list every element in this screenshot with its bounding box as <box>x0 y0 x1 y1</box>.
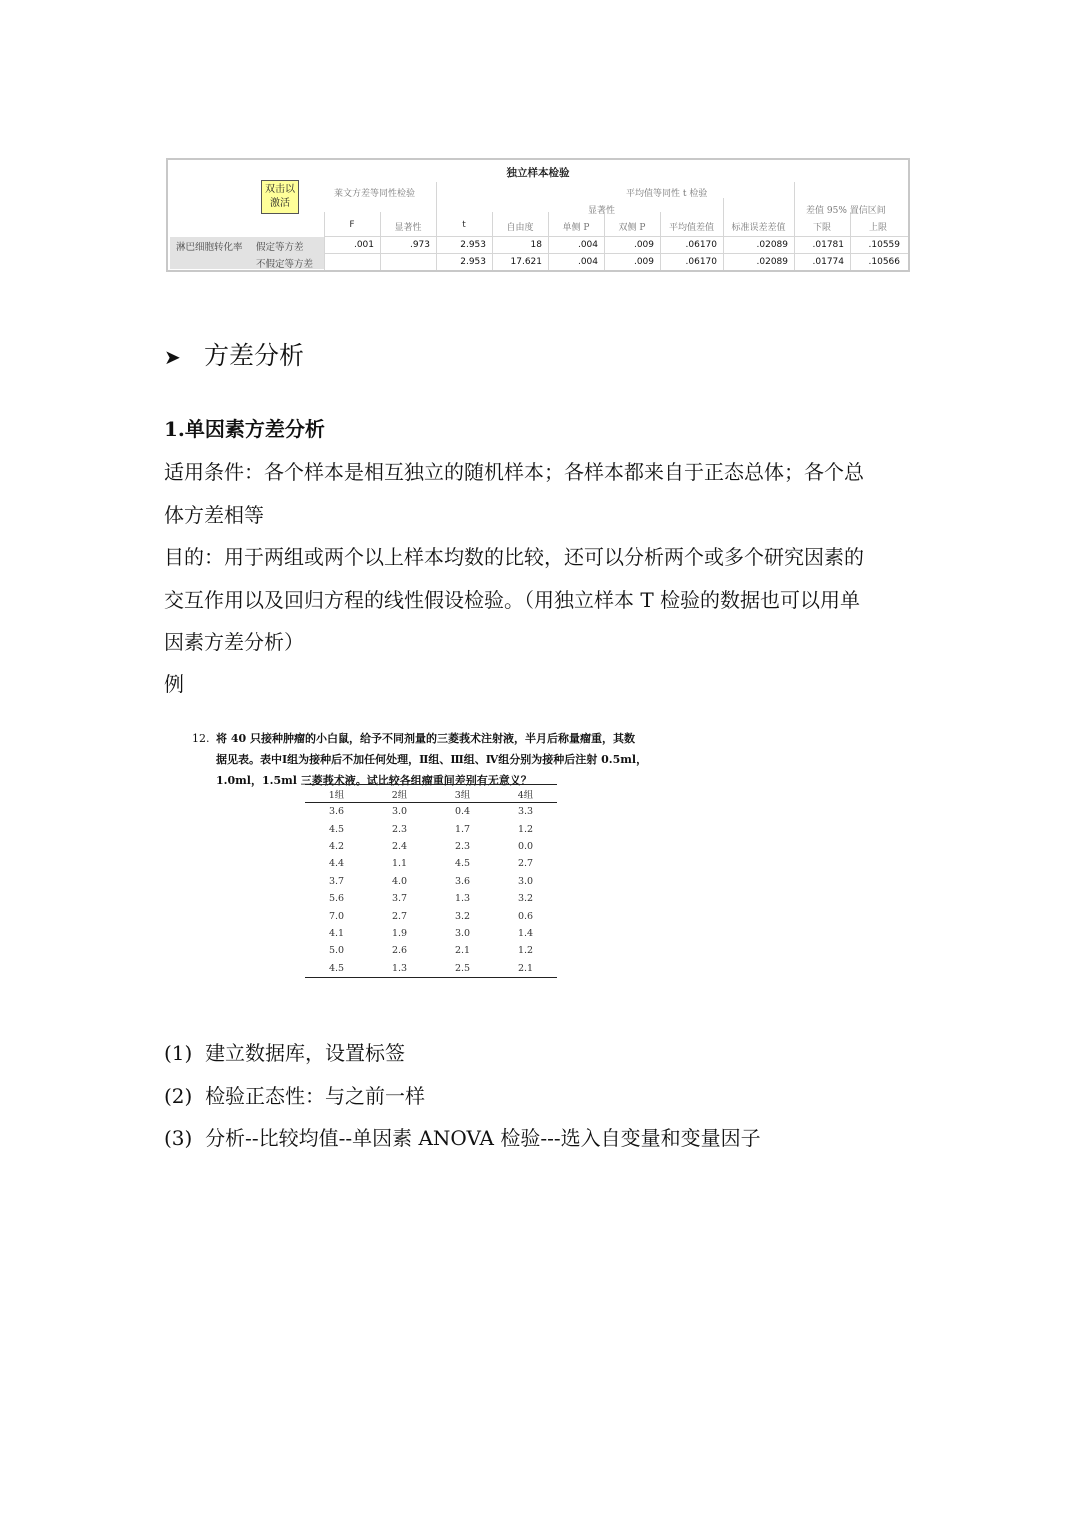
table-cell: 2.4 <box>391 840 408 852</box>
section-heading-text: 方差分析 <box>204 341 305 370</box>
activate-label-line1: 双击以 <box>265 184 295 195</box>
section-heading <box>164 336 304 372</box>
table-cell: 4.2 <box>328 840 345 852</box>
table-cell: 3.7 <box>328 875 345 887</box>
table-cell: 3.7 <box>391 893 408 905</box>
activate-button[interactable] <box>261 180 299 214</box>
table-cell: .009 <box>633 257 654 267</box>
table-cell: 2.3 <box>391 823 408 835</box>
spss-table-title: 独立样本检验 <box>506 167 570 179</box>
step-1 <box>164 1032 405 1075</box>
col-header-df: 自由度 <box>506 223 534 233</box>
table-cell: 1.3 <box>391 962 408 974</box>
ci-header: 差值 95% 置信区间 <box>806 206 886 216</box>
table-cell: .02089 <box>756 240 788 250</box>
spss-output-table <box>166 158 910 272</box>
table-cell: .004 <box>577 257 598 267</box>
table-row <box>305 855 557 872</box>
table-cell: 1.7 <box>454 823 471 835</box>
step-number: (2) <box>164 1084 193 1108</box>
col-header-f: F <box>349 220 355 230</box>
table-cell: 1.2 <box>517 823 534 835</box>
step-number: (1) <box>164 1041 193 1065</box>
col-header-group3: 3组 <box>431 785 494 803</box>
step-3 <box>164 1117 761 1160</box>
table-cell: .01774 <box>812 257 844 267</box>
col-header-upper: 上限 <box>868 223 887 233</box>
purpose-line-3: 因素方差分析） <box>164 630 304 654</box>
example-line-2: 据见表。表中Ⅰ组为接种后不加任何处理，Ⅱ组、Ⅲ组、Ⅳ组分别为接种后注射 0.5ml， <box>216 753 648 766</box>
col-header-group2: 2组 <box>368 785 431 803</box>
table-row <box>305 838 557 855</box>
table-cell: 1.2 <box>517 945 534 957</box>
table-cell: .009 <box>633 240 654 250</box>
table-row <box>305 890 557 907</box>
table-cell: 4.5 <box>328 962 345 974</box>
table-cell: 2.3 <box>454 840 471 852</box>
table-cell: 5.6 <box>328 893 345 905</box>
table-cell: 2.7 <box>391 910 408 922</box>
example-line-3: 1.0ml，1.5ml 三菱莪术液。试比较各组瘤重间差别有无意义？ <box>216 774 532 787</box>
table-cell: 0.6 <box>517 910 534 922</box>
col-header-t: t <box>462 220 466 230</box>
conditions-line-2: 体方差相等 <box>164 503 264 527</box>
example-number: 12. <box>192 732 210 745</box>
table-cell: 2.1 <box>517 962 534 974</box>
table-cell: .02089 <box>756 257 788 267</box>
table-cell: .004 <box>577 240 598 250</box>
table-row <box>305 873 557 890</box>
ttest-header: 平均值等同性 t 检验 <box>626 189 708 199</box>
table-cell: 4.0 <box>391 875 408 887</box>
table-cell: .001 <box>353 240 374 250</box>
table-cell: 1.9 <box>391 927 408 939</box>
table-cell: 4.1 <box>328 927 345 939</box>
table-cell: 1.1 <box>391 858 408 870</box>
table-cell: .06170 <box>685 240 717 250</box>
example-data-table <box>305 784 557 978</box>
col-header-mean-diff: 平均值差值 <box>668 223 714 233</box>
table-row <box>305 960 557 978</box>
table-cell: 2.953 <box>460 257 486 267</box>
table-cell: 2.5 <box>454 962 471 974</box>
purpose-line-1: 目的：用于两组或两个以上样本均数的比较，还可以分析两个或多个研究因素的 <box>164 545 864 569</box>
table-cell: 4.5 <box>328 823 345 835</box>
step-text: 检验正态性：与之前一样 <box>205 1084 426 1108</box>
example-question <box>192 728 647 791</box>
table-cell: .06170 <box>685 257 717 267</box>
subsection-title: 1.单因素方差分析 <box>164 417 325 441</box>
table-cell: 17.621 <box>510 257 542 267</box>
table-cell: 4.5 <box>454 858 471 870</box>
row-label-unequal-var: 不假定等方差 <box>256 259 314 270</box>
activate-label-line2: 激活 <box>270 198 290 209</box>
table-row <box>305 925 557 942</box>
table-cell: 3.0 <box>391 806 408 818</box>
table-cell: .10566 <box>868 257 900 267</box>
example-line-1: 将 40 只接种肿瘤的小白鼠，给予不同剂量的三菱莪术注射液，半月后称量瘤重，其数 <box>216 732 635 745</box>
table-cell: .973 <box>409 240 430 250</box>
col-header-group1: 1组 <box>305 785 368 803</box>
variable-label: 淋巴细胞转化率 <box>176 242 243 253</box>
table-cell: 2.6 <box>391 945 408 957</box>
table-row <box>305 820 557 837</box>
table-cell: 3.2 <box>517 893 534 905</box>
levene-test-header: 莱文方差等同性检验 <box>334 189 416 199</box>
table-cell: 3.2 <box>454 910 471 922</box>
col-header-sig: 显著性 <box>394 223 422 233</box>
table-cell: 2.953 <box>460 240 486 250</box>
table-row <box>305 907 557 924</box>
row-label-equal-var: 假定等方差 <box>256 242 304 253</box>
table-cell: 3.6 <box>328 806 345 818</box>
step-text: 分析--比较均值--单因素 ANOVA 检验---选入自变量和变量因子 <box>205 1126 761 1150</box>
table-cell: 1.3 <box>454 893 471 905</box>
table-cell: 4.4 <box>328 858 345 870</box>
table-row <box>305 942 557 959</box>
col-header-lower: 下限 <box>812 223 831 233</box>
table-cell: 7.0 <box>328 910 345 922</box>
arrow-bullet-icon: ➤ <box>164 345 181 369</box>
table-cell: 0.0 <box>517 840 534 852</box>
table-cell: 1.4 <box>517 927 534 939</box>
step-number: (3) <box>164 1126 193 1150</box>
col-header-one-sided-p: 单侧 P <box>562 223 590 233</box>
table-cell: 0.4 <box>454 806 471 818</box>
table-cell: 3.3 <box>517 806 534 818</box>
table-cell: .10559 <box>868 240 900 250</box>
step-text: 建立数据库，设置标签 <box>205 1041 406 1065</box>
table-cell: 18 <box>530 240 542 250</box>
table-row <box>305 803 557 821</box>
col-header-se-diff: 标准误差差值 <box>731 223 786 233</box>
table-cell: 3.0 <box>517 875 534 887</box>
table-cell: 2.7 <box>517 858 534 870</box>
col-header-group4: 4组 <box>494 785 557 803</box>
significance-header: 显著性 <box>588 206 616 216</box>
table-cell: 5.0 <box>328 945 345 957</box>
col-header-two-sided-p: 双侧 P <box>618 223 646 233</box>
example-label: 例 <box>164 672 184 696</box>
conditions-line-1: 适用条件：各个样本是相互独立的随机样本；各样本都来自于正态总体；各个总 <box>164 460 864 484</box>
table-header-row <box>305 785 557 803</box>
table-cell: .01781 <box>812 240 844 250</box>
table-cell: 3.0 <box>454 927 471 939</box>
table-cell: 3.6 <box>454 875 471 887</box>
step-2 <box>164 1075 425 1118</box>
purpose-line-2: 交互作用以及回归方程的线性假设检验。（用独立样本 T 检验的数据也可以用单 <box>164 588 861 612</box>
table-cell: 2.1 <box>454 945 471 957</box>
